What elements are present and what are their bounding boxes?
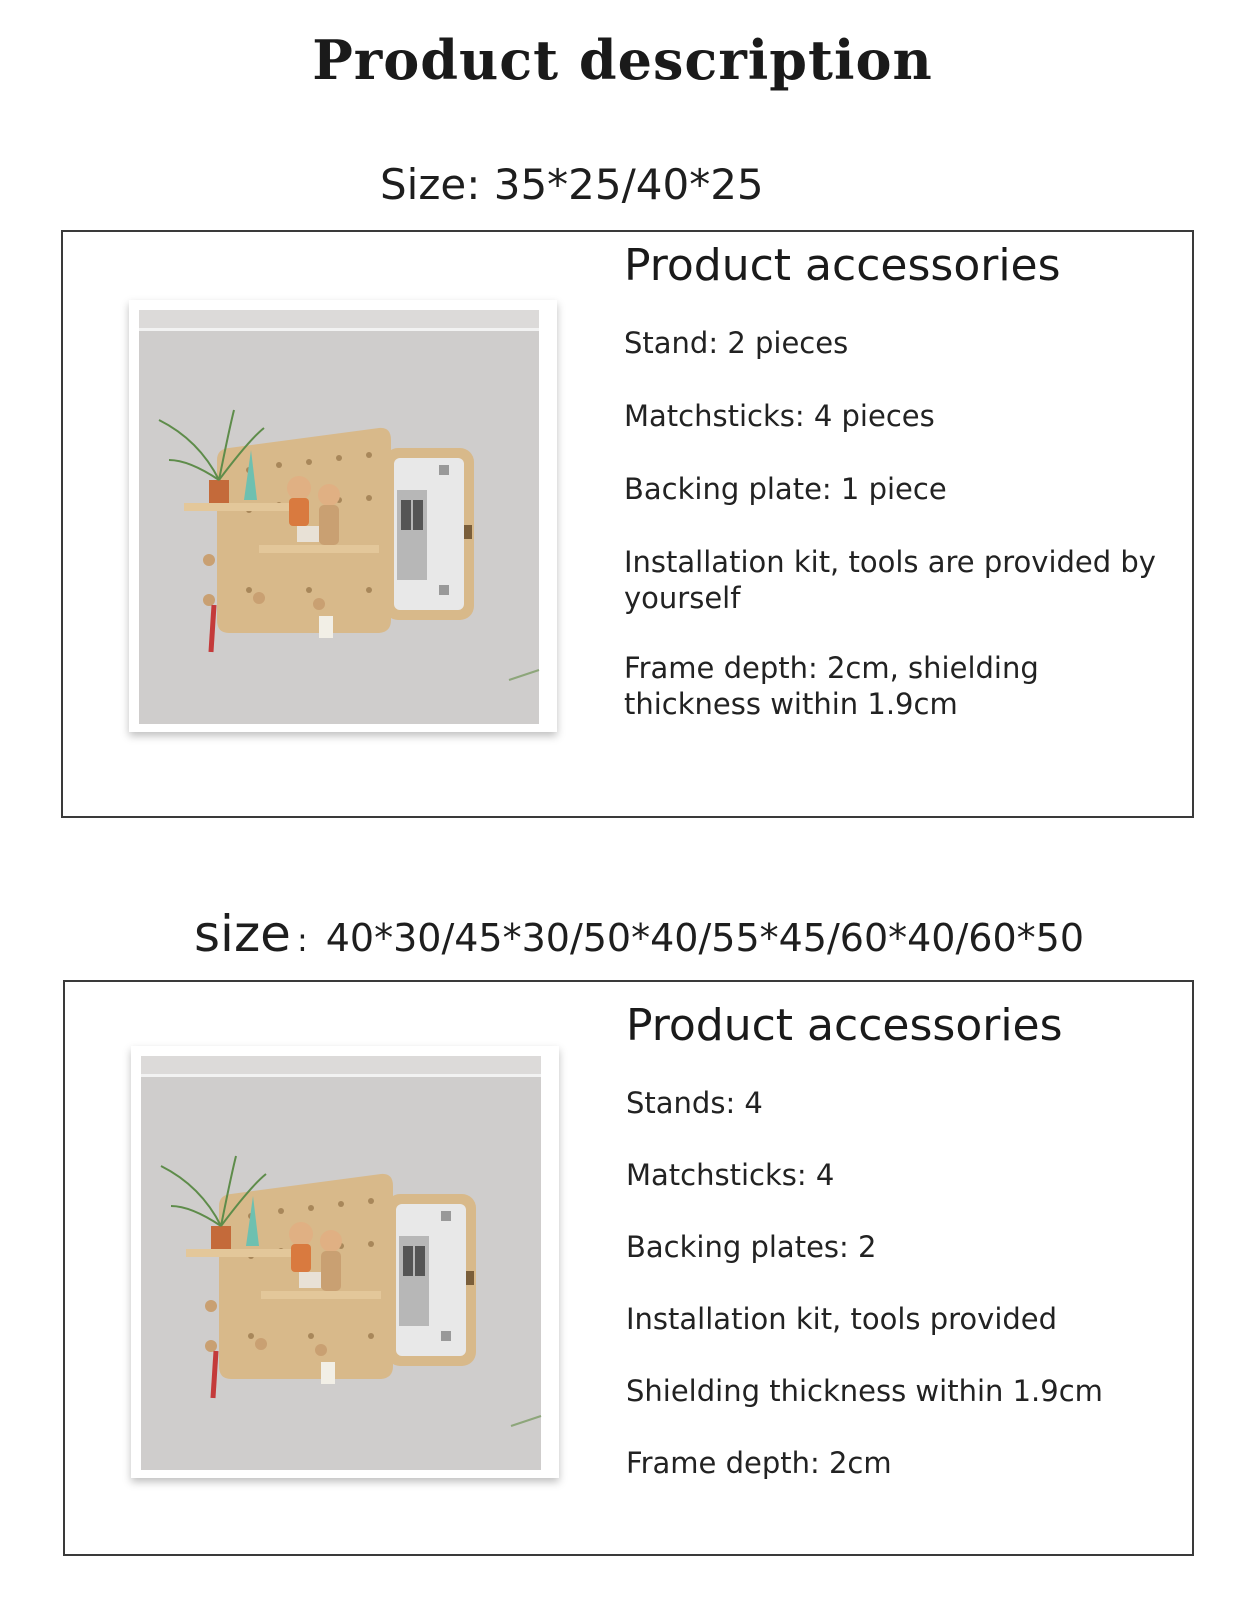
list-item: Frame depth: 2cm [626,1446,892,1480]
product-photo-1 [129,300,557,732]
product-photo-2 [131,1046,559,1478]
size-separator: : [296,921,308,959]
list-item: Installation kit, tools are provided by yourself [624,545,1156,615]
page-title: Product description [312,28,933,92]
accessories-panel-1 [61,230,1194,818]
accessories-info-2 [626,1000,1172,1517]
list-item: Matchsticks: 4 [626,1158,835,1192]
size-line-1: Size: 35*25/40*25 [380,160,764,209]
accessories-list-1 [624,325,1172,722]
accessories-heading-1: Product accessories [624,240,1061,291]
size-line-2 [194,905,1084,963]
size-values: 40*30/45*30/50*40/55*45/60*40/60*50 [325,916,1084,960]
list-item: Shielding thickness within 1.9cm [626,1374,1103,1408]
list-item: Backing plate: 1 piece [624,472,947,506]
list-item: Stands: 4 [626,1086,763,1120]
list-item: Stand: 2 pieces [624,326,849,360]
accessories-panel-2 [63,980,1194,1556]
list-item: Backing plates: 2 [626,1230,877,1264]
list-item: Frame depth: 2cm, shielding thickness within 1.9cm [624,651,1039,721]
size-word: size [194,905,291,963]
list-item: Installation kit, tools provided [626,1302,1058,1336]
accessories-list-2 [626,1085,1172,1481]
list-item: Matchsticks: 4 pieces [624,399,935,433]
accessories-info-1 [624,240,1172,756]
accessories-heading-2: Product accessories [626,1000,1063,1051]
